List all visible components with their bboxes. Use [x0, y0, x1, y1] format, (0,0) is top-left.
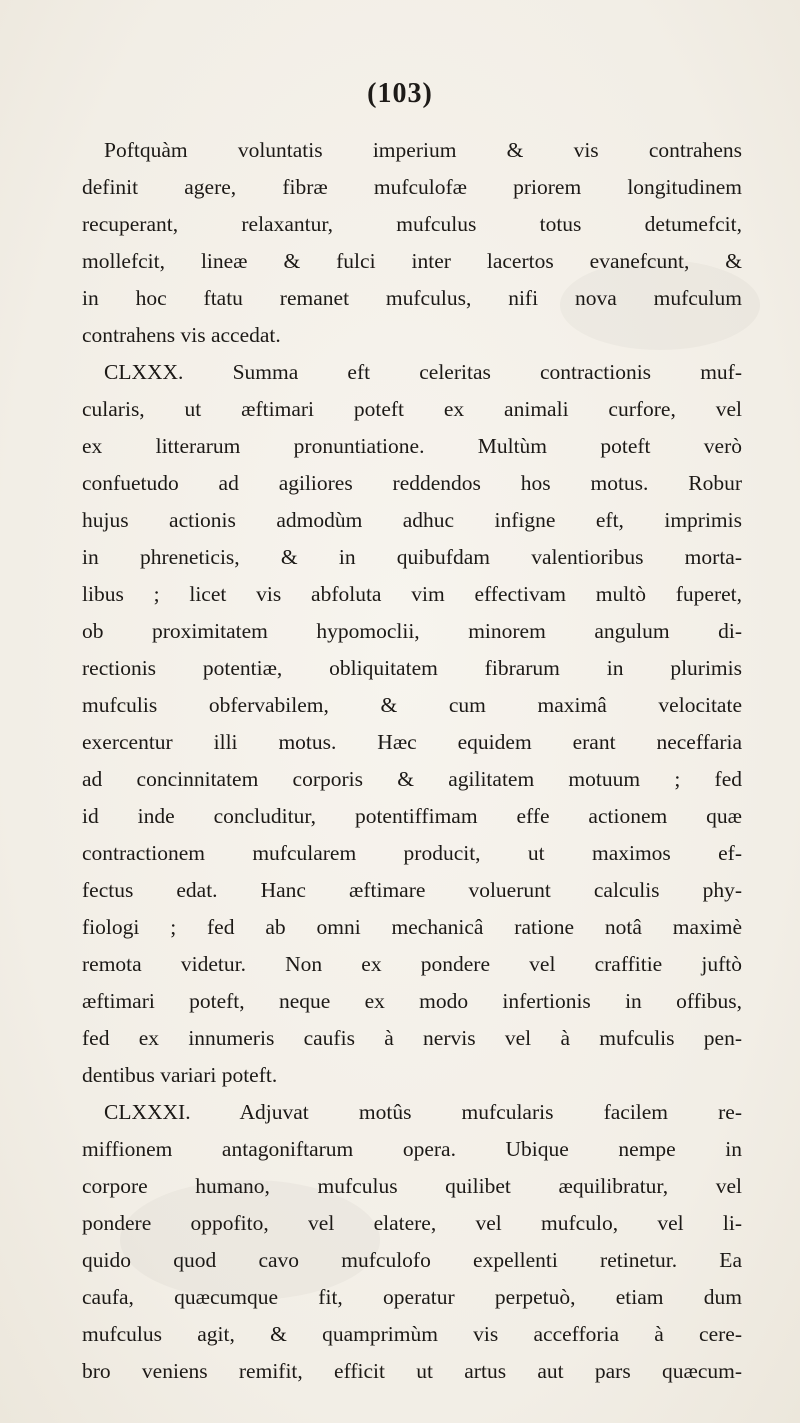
text-line: confuetudo ad agiliores reddendos hos motus. Robur: [82, 471, 742, 495]
text-line: ob proximitatem hypomoclii, minorem angulum di-: [82, 619, 742, 643]
text-line: mufculis obfervabilem, & cum maximâ velocitate: [82, 693, 742, 717]
text-line: æftimari poteft, neque ex modo infertionis in offibus,: [82, 989, 742, 1013]
text-line: libus ; licet vis abfoluta vim effectivam multò fuperet,: [82, 582, 742, 606]
text-line: recuperant, relaxantur, mufculus totus detumefcit,: [82, 212, 742, 236]
text-line: fectus edat. Hanc æftimare voluerunt calculis phy-: [82, 878, 742, 902]
body-text: [82, 132, 742, 1390]
paragraph-start-line: CLXXX. Summa eft celeritas contractionis muf-: [104, 360, 742, 384]
text-line: in hoc ftatu remanet mufculus, nifi nova mufculum: [82, 286, 742, 310]
text-line: rectionis potentiæ, obliquitatem fibrarum in plurimis: [82, 656, 742, 680]
text-line: caufa, quæcumque fit, operatur perpetuò, etiam dum: [82, 1285, 742, 1309]
text-line: bro veniens remifit, efficit ut artus aut pars quæcum-: [82, 1359, 742, 1383]
text-line: mollefcit, lineæ & fulci inter lacertos evanefcunt, &: [82, 249, 742, 273]
text-line: pondere oppofito, vel elatere, vel mufculo, vel li-: [82, 1211, 742, 1235]
text-line: definit agere, fibræ mufculofæ priorem longitudinem: [82, 175, 742, 199]
text-line: fiologi ; fed ab omni mechanicâ ratione notâ maximè: [82, 915, 742, 939]
paragraph-start-line: CLXXXI. Adjuvat motûs mufcularis facilem re-: [104, 1100, 742, 1124]
text-line: hujus actionis admodùm adhuc infigne eft, imprimis: [82, 508, 742, 532]
text-line: ad concinnitatem corporis & agilitatem motuum ; fed: [82, 767, 742, 791]
text-line: exercentur illi motus. Hæc equidem erant neceffaria: [82, 730, 742, 754]
text-line: Poftquàm voluntatis imperium & vis contrahens: [104, 138, 742, 162]
text-line: miffionem antagoniftarum opera. Ubique nempe in: [82, 1137, 742, 1161]
text-line: contractionem mufcularem producit, ut maximos ef-: [82, 841, 742, 865]
text-line: id inde concluditur, potentiffimam effe actionem quæ: [82, 804, 742, 828]
text-line: fed ex innumeris caufis à nervis vel à mufculis pen-: [82, 1026, 742, 1050]
text-line: contrahens vis accedat.: [82, 323, 281, 347]
text-line: ex litterarum pronuntiatione. Multùm poteft verò: [82, 434, 742, 458]
text-line: in phreneticis, & in quibufdam valentioribus morta-: [82, 545, 742, 569]
text-line: mufculus agit, & quamprimùm vis accefforia à cere-: [82, 1322, 742, 1346]
text-line: dentibus variari poteft.: [82, 1063, 278, 1087]
text-line: corpore humano, mufculus quilibet æquilibratur, vel: [82, 1174, 742, 1198]
text-line: cularis, ut æftimari poteft ex animali curfore, vel: [82, 397, 742, 421]
text-line: quido quod cavo mufculofo expellenti retinetur. Ea: [82, 1248, 742, 1272]
text-line: remota videtur. Non ex pondere vel craffitie juftò: [82, 952, 742, 976]
page-number: (103): [367, 78, 433, 109]
